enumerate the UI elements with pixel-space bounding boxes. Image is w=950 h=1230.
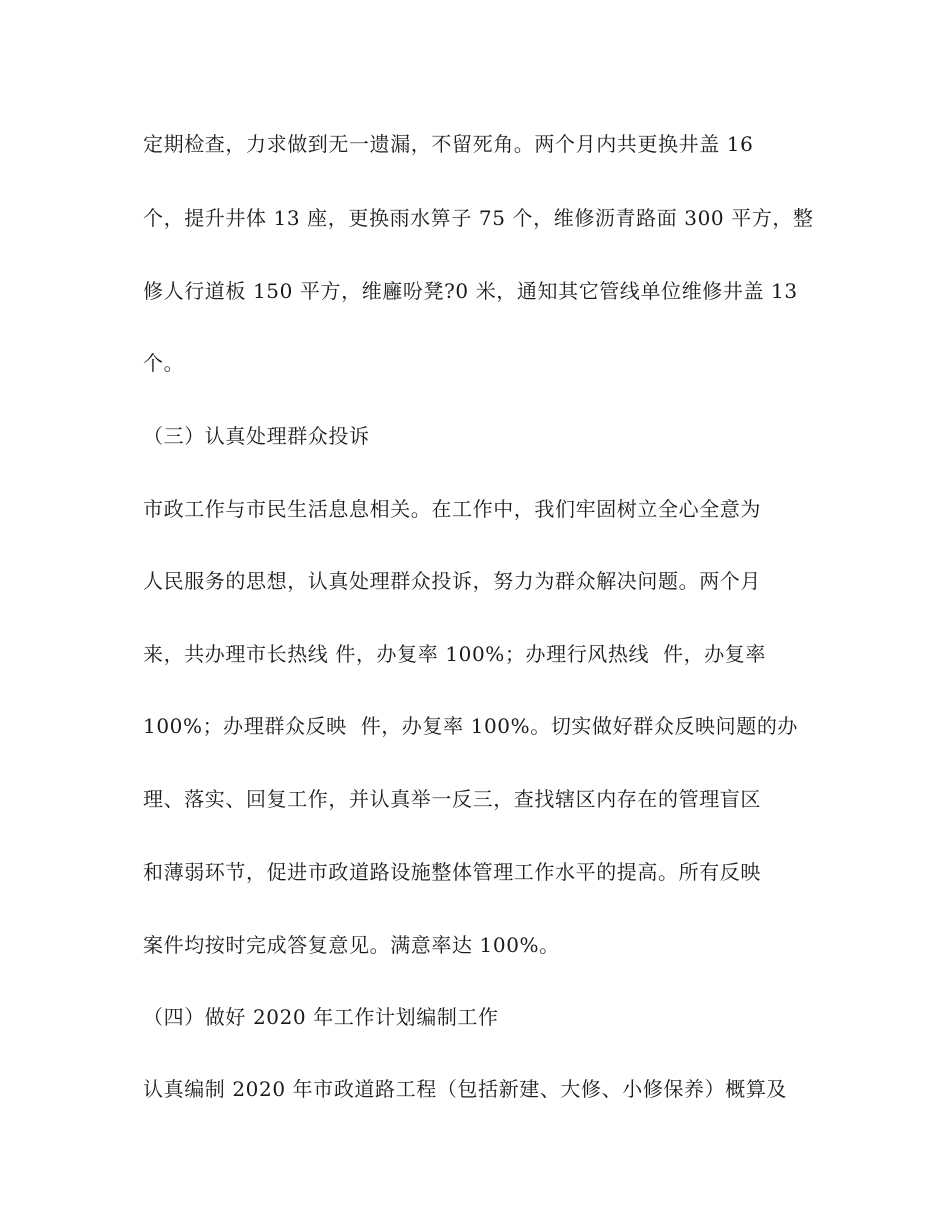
- text-line: 定期检查，力求做到无一遗漏，不留死角。两个月内共更换井盖 16: [143, 132, 754, 156]
- text-line: 100%；办理群众反映 件，办复率 100%。切实做好群众反映问题的办: [143, 714, 799, 738]
- text-line: 人民服务的思想，认真处理群众投诉，努力为群众解决问题。两个月: [143, 569, 761, 593]
- text-line: 认真编制 2020 年市政道路工程（包括新建、大修、小修保养）概算及: [143, 1077, 788, 1101]
- text-line: 个，提升井体 13 座，更换雨水箅子 75 个，维修沥青路面 300 平方，整: [143, 206, 814, 230]
- text-line: 和薄弱环节，促进市政道路设施整体管理工作水平的提高。所有反映: [143, 860, 761, 884]
- section-heading: （三）认真处理群众投诉: [143, 424, 370, 448]
- text-line: 案件均按时完成答复意见。满意率达 100%。: [143, 933, 560, 957]
- text-line: 个。: [143, 351, 185, 375]
- text-line: 修人行道板 150 平方，维廱吩凳?0 米，通知其它管线单位维修井盖 13: [143, 279, 798, 303]
- section-heading: （四）做好 2020 年工作计划编制工作: [143, 1005, 499, 1029]
- text-line: 理、落实、回复工作，并认真举一反三，查找辖区内存在的管理盲区: [143, 787, 761, 811]
- text-line: 市政工作与市民生活息息相关。在工作中，我们牢固树立全心全意为: [143, 497, 761, 521]
- text-line: 来，共办理市长热线 件，办复率 100%；办理行风热线 件，办复率: [143, 642, 767, 666]
